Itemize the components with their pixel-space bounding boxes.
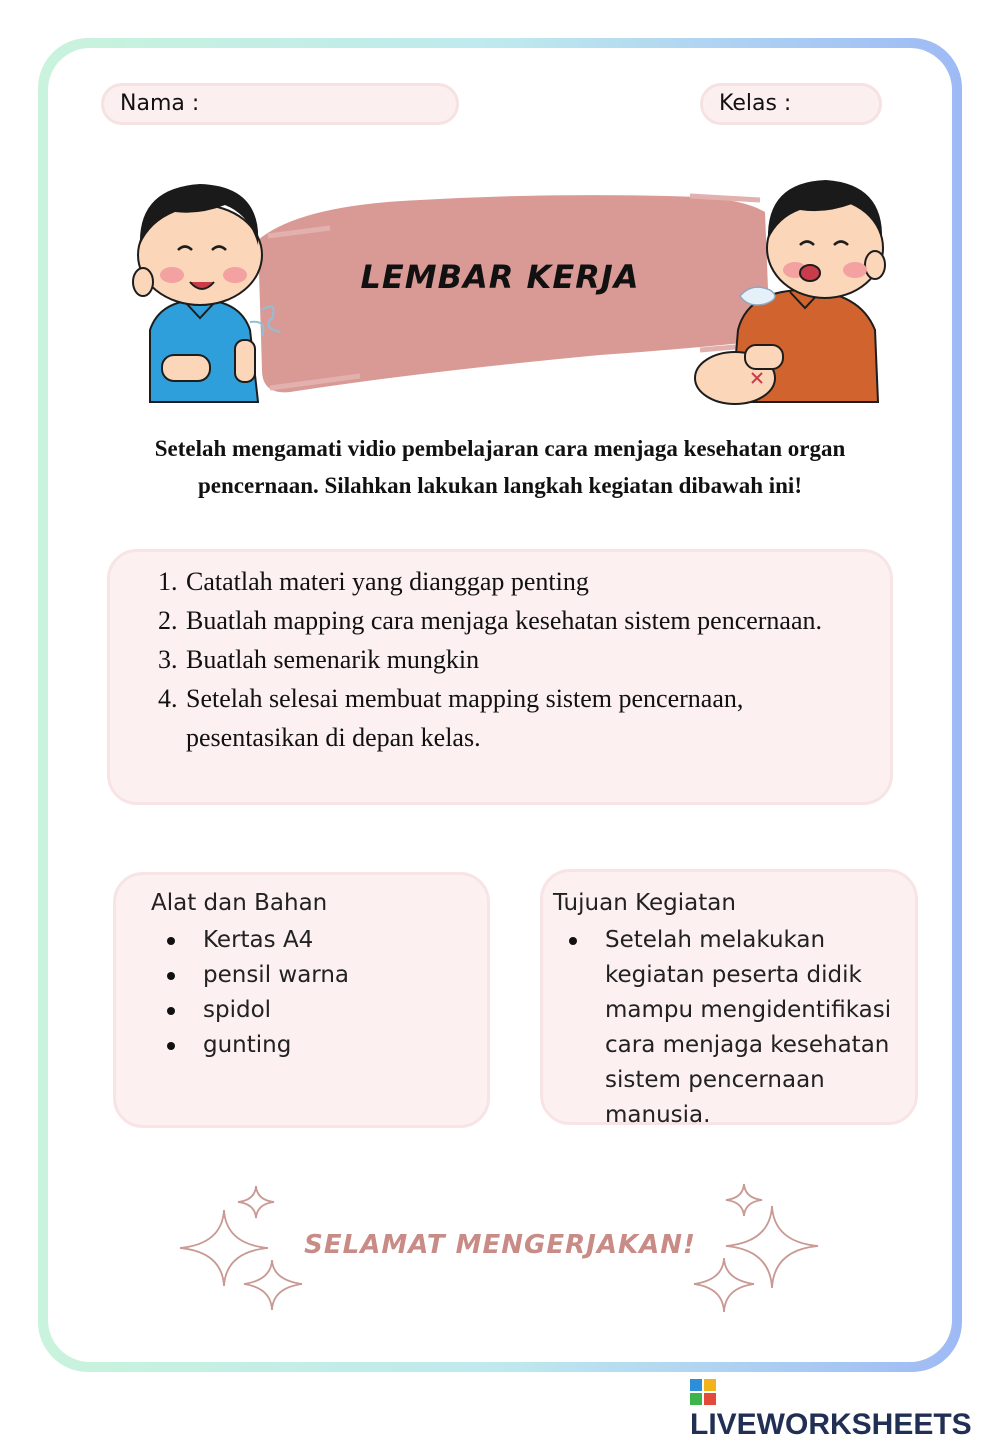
sparkle-icon [180,1210,268,1286]
name-label: Nama : [120,91,200,116]
sparkle-icon [726,1184,762,1216]
list-item: pensil warna [161,958,461,993]
liveworksheets-logo-icon [690,1379,716,1405]
steps-box [107,549,893,805]
sparkle-icon [726,1206,818,1288]
instructions-intro: Setelah mengamati vidio pembelajaran cara menjaga kesehatan organ pencernaan. Silahkan lakukan langkah kegiatan dibawah ini! [154,436,846,498]
closing-message: SELAMAT MENGERJAKAN! [304,1230,696,1260]
header-banner [0,0,1000,420]
objectives-list [563,923,893,1133]
watermark-text: LIVEWORKSHEETS [690,1408,972,1441]
steps-list [158,562,858,757]
objectives-title: Tujuan Kegiatan [553,890,736,916]
step-item: 3. Buatlah semenarik mungkin [158,645,480,674]
materials-title: Alat dan Bahan [151,890,328,916]
boy-left-illustration [133,184,280,402]
sparkle-icon [238,1186,274,1218]
class-label: Kelas : [719,91,792,116]
sparkle-icon [694,1258,754,1312]
materials-box [113,872,490,1128]
objectives-box [540,869,918,1128]
list-item: spidol [161,993,461,1028]
list-item: Kertas A4 [161,923,461,958]
step-item: 1. Catatlah materi yang dianggap penting [158,567,589,596]
step-item: 2. Buatlah mapping cara menjaga kesehatan sistem pencernaan. [158,606,823,635]
list-item: gunting [161,1028,461,1063]
step-item: 4. Setelah selesai membuat mapping sistem pencernaan, pesentasikan di depan kelas. [158,684,744,752]
list-item: Setelah melakukan kegiatan peserta didik mampu mengidentifikasi cara menjaga kesehatan sistem pencernaan manusia. [563,923,893,1133]
sparkle-icon [244,1260,302,1310]
worksheet-title: LEMBAR KERJA [360,258,640,296]
liveworksheets-watermark [690,1374,1000,1442]
materials-list [161,923,461,1063]
